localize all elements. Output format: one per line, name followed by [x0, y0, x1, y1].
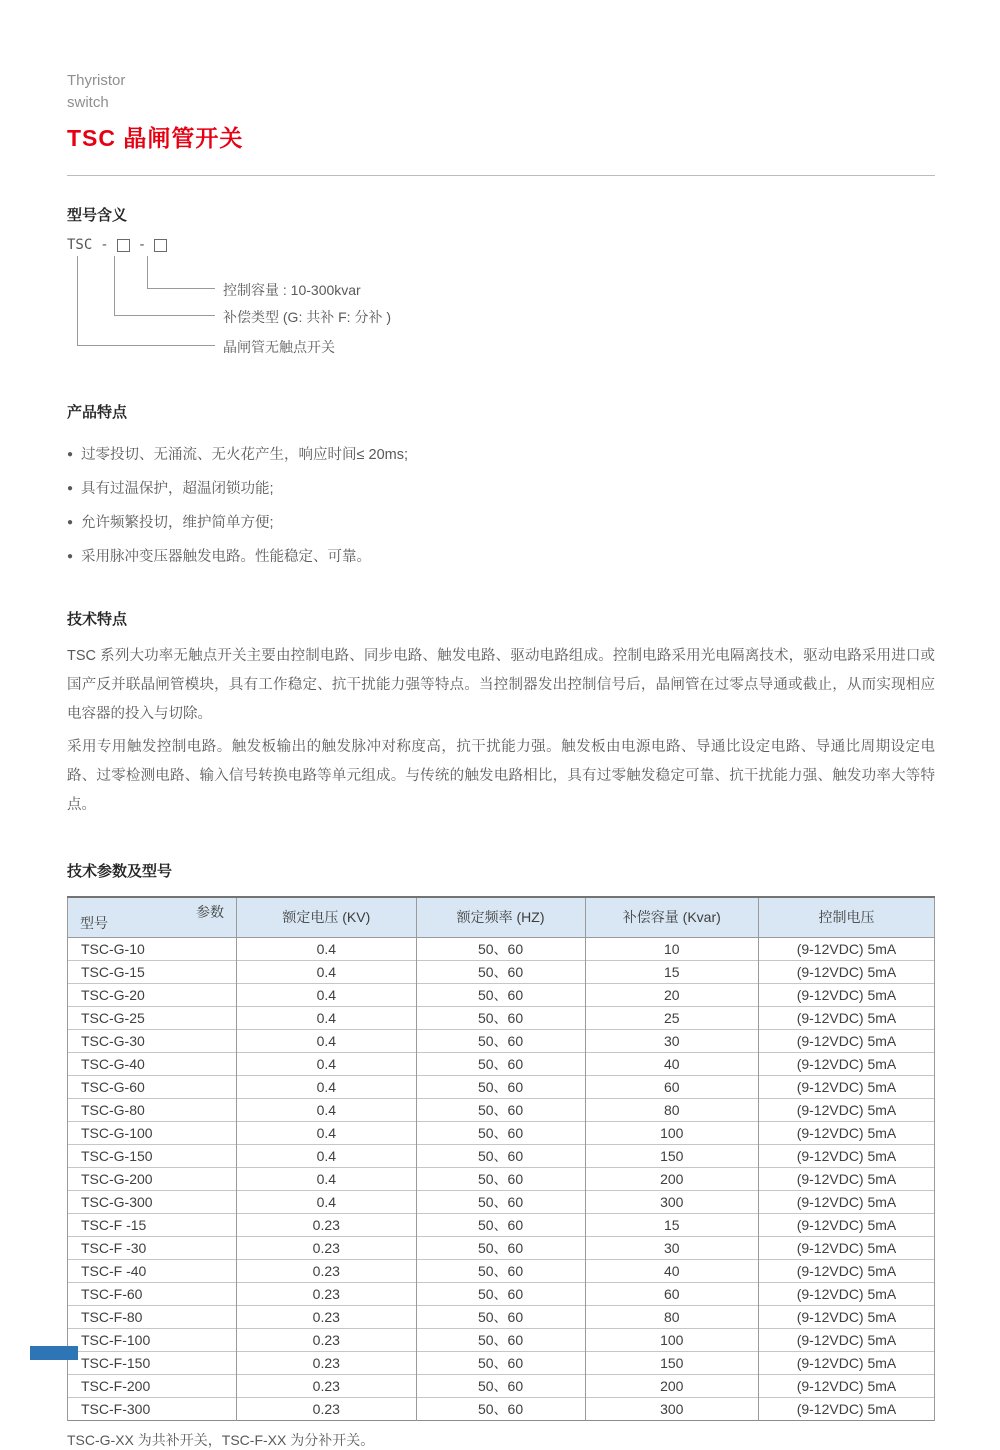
table-row	[68, 1190, 935, 1213]
diagram-label-type: 补偿类型 (G: 共补 F: 分补 )	[223, 309, 391, 325]
list-item	[67, 472, 935, 506]
table-cell: (9-12VDC) 5mA	[758, 1029, 934, 1052]
bullet-icon: ●	[67, 483, 74, 494]
table-cell: 60	[585, 1282, 758, 1305]
technical-paragraph-2: 采用专用触发控制电路。触发板输出的触发脉冲对称度高，抗干扰能力强。触发板由电源电路、导通比设定电路、导通比周期设定电路、过零检测电路、输入信号转换电路等单元组成。与传统的触发电路相比，具有过零触发稳定可靠、抗干扰能力强、触发功率大等特点。	[67, 739, 935, 813]
model-dash: -	[137, 237, 147, 253]
table-row	[68, 937, 935, 960]
connector-line-switch	[77, 256, 215, 346]
table-row	[68, 983, 935, 1006]
page-header	[67, 70, 935, 176]
table-cell: 40	[585, 1259, 758, 1282]
table-cell: TSC-F-60	[68, 1282, 237, 1305]
table-cell: TSC-G-300	[68, 1190, 237, 1213]
section-heading-parameters: 技术参数及型号	[67, 863, 173, 880]
table-cell: TSC-G-25	[68, 1006, 237, 1029]
table-cell: TSC-F-80	[68, 1305, 237, 1328]
table-cell: 10	[585, 937, 758, 960]
table-cell: TSC-F-100	[68, 1328, 237, 1351]
table-cell: TSC-F-300	[68, 1397, 237, 1420]
table-cell: (9-12VDC) 5mA	[758, 1259, 934, 1282]
table-row	[68, 1236, 935, 1259]
table-cell: TSC-G-30	[68, 1029, 237, 1052]
table-cell: (9-12VDC) 5mA	[758, 983, 934, 1006]
table-cell: 50、60	[416, 1167, 585, 1190]
table-cell: (9-12VDC) 5mA	[758, 1374, 934, 1397]
table-cell: 100	[585, 1328, 758, 1351]
table-cell: 0.23	[237, 1259, 416, 1282]
table-cell: TSC-F -30	[68, 1236, 237, 1259]
table-cell: (9-12VDC) 5mA	[758, 1236, 934, 1259]
table-cell: 15	[585, 1213, 758, 1236]
table-row	[68, 1397, 935, 1420]
table-cell: 20	[585, 983, 758, 1006]
table-row	[68, 1052, 935, 1075]
table-cell: TSC-G-20	[68, 983, 237, 1006]
table-cell: (9-12VDC) 5mA	[758, 1351, 934, 1374]
table-cell: 0.23	[237, 1351, 416, 1374]
column-header-compensation-capacity: 补偿容量 (Kvar)	[585, 897, 758, 937]
table-cell: (9-12VDC) 5mA	[758, 1144, 934, 1167]
table-cell: (9-12VDC) 5mA	[758, 1075, 934, 1098]
table-cell: 50、60	[416, 1098, 585, 1121]
bullet-icon: ●	[67, 449, 74, 460]
table-cell: 50、60	[416, 1075, 585, 1098]
parameters-table	[67, 896, 935, 1421]
table-cell: 50、60	[416, 937, 585, 960]
table-cell: (9-12VDC) 5mA	[758, 1397, 934, 1420]
section-heading-technical-features: 技术特点	[67, 611, 128, 628]
table-cell: 50、60	[416, 1259, 585, 1282]
table-cell: (9-12VDC) 5mA	[758, 937, 934, 960]
table-header-row	[68, 897, 935, 937]
table-cell: 80	[585, 1305, 758, 1328]
table-cell: 300	[585, 1190, 758, 1213]
table-row	[68, 1328, 935, 1351]
table-cell: 50、60	[416, 1236, 585, 1259]
table-cell: (9-12VDC) 5mA	[758, 1190, 934, 1213]
table-cell: (9-12VDC) 5mA	[758, 1328, 934, 1351]
model-prefix: TSC	[67, 237, 93, 253]
table-row	[68, 1213, 935, 1236]
table-row	[68, 1006, 935, 1029]
table-cell: 200	[585, 1374, 758, 1397]
corner-label-model: 型号	[80, 914, 108, 931]
table-row	[68, 1098, 935, 1121]
table-row	[68, 1075, 935, 1098]
table-cell: TSC-G-15	[68, 960, 237, 983]
table-cell: TSC-F-150	[68, 1351, 237, 1374]
table-cell: TSC-G-200	[68, 1167, 237, 1190]
table-cell: 50、60	[416, 1328, 585, 1351]
table-cell: 0.4	[237, 1052, 416, 1075]
table-footnote: TSC-G-XX 为共补开关，TSC-F-XX 为分补开关。	[67, 1431, 375, 1448]
table-cell: 0.4	[237, 983, 416, 1006]
table-cell: 50、60	[416, 983, 585, 1006]
bullet-icon: ●	[67, 517, 74, 528]
table-cell: (9-12VDC) 5mA	[758, 1121, 934, 1144]
table-cell: 0.23	[237, 1397, 416, 1420]
table-cell: 0.4	[237, 1098, 416, 1121]
table-cell: 50、60	[416, 1397, 585, 1420]
table-cell: 0.4	[237, 1006, 416, 1029]
table-row	[68, 1259, 935, 1282]
table-cell: 30	[585, 1029, 758, 1052]
table-row	[68, 1305, 935, 1328]
table-cell: 30	[585, 1236, 758, 1259]
table-cell: 50、60	[416, 1052, 585, 1075]
table-cell: 0.4	[237, 1075, 416, 1098]
table-row	[68, 1029, 935, 1052]
feature-text: 过零投切、无涌流、无火花产生，响应时间≤ 20ms;	[81, 447, 409, 463]
table-cell: (9-12VDC) 5mA	[758, 1052, 934, 1075]
table-row	[68, 1351, 935, 1374]
table-cell: 50、60	[416, 1121, 585, 1144]
table-cell: 0.4	[237, 1121, 416, 1144]
table-cell: 0.23	[237, 1328, 416, 1351]
page-title: TSC 晶闸管开关	[67, 125, 244, 151]
table-row	[68, 1144, 935, 1167]
table-cell: (9-12VDC) 5mA	[758, 1167, 934, 1190]
table-cell: 200	[585, 1167, 758, 1190]
column-header-control-voltage: 控制电压	[758, 897, 934, 937]
table-cell: 50、60	[416, 1144, 585, 1167]
table-row	[68, 1374, 935, 1397]
feature-text: 允许频繁投切，维护简单方便;	[81, 515, 274, 531]
table-cell: 50、60	[416, 960, 585, 983]
column-header-rated-voltage: 额定电压 (KV)	[237, 897, 416, 937]
product-subtitle-en-line2: switch	[67, 94, 109, 111]
table-cell: TSC-F -40	[68, 1259, 237, 1282]
table-cell: 50、60	[416, 1006, 585, 1029]
page-footer-bar	[30, 1346, 78, 1360]
table-cell: 0.4	[237, 1029, 416, 1052]
table-cell: 0.23	[237, 1282, 416, 1305]
table-row	[68, 1167, 935, 1190]
list-item	[67, 540, 935, 574]
section-heading-model-meaning: 型号含义	[67, 207, 128, 224]
table-cell: 0.23	[237, 1213, 416, 1236]
table-cell: 50、60	[416, 1029, 585, 1052]
table-cell: 0.4	[237, 1190, 416, 1213]
table-row	[68, 1121, 935, 1144]
table-cell: 0.23	[237, 1305, 416, 1328]
table-cell: 50、60	[416, 1351, 585, 1374]
product-feature-list	[67, 438, 935, 574]
table-cell: (9-12VDC) 5mA	[758, 1006, 934, 1029]
table-cell: 0.4	[237, 1167, 416, 1190]
list-item	[67, 506, 935, 540]
column-header-rated-frequency: 额定频率 (HZ)	[416, 897, 585, 937]
technical-paragraph-1: TSC 系列大功率无触点开关主要由控制电路、同步电路、触发电路、驱动电路组成。控制电路采用光电隔离技术，驱动电路采用进口或国产反并联晶闸管模块，具有工作稳定、抗干扰能力强等特点。当控制器发出控制信号后，晶闸管在过零点导通或截止，从而实现相应电容器的投入与切除。	[67, 648, 935, 722]
feature-text: 采用脉冲变压器触发电路。性能稳定、可靠。	[81, 549, 372, 565]
table-cell: 50、60	[416, 1213, 585, 1236]
table-cell: 50、60	[416, 1282, 585, 1305]
table-cell: 0.4	[237, 937, 416, 960]
table-cell: 50、60	[416, 1374, 585, 1397]
feature-text: 具有过温保护，超温闭锁功能;	[81, 481, 274, 497]
table-corner-cell	[68, 897, 237, 937]
table-cell: (9-12VDC) 5mA	[758, 1213, 934, 1236]
table-cell: 0.23	[237, 1374, 416, 1397]
model-placeholder-box-1	[117, 239, 130, 252]
diagram-label-switch: 晶闸管无触点开关	[223, 339, 335, 355]
table-cell: TSC-G-80	[68, 1098, 237, 1121]
table-cell: 150	[585, 1351, 758, 1374]
table-row	[68, 960, 935, 983]
table-cell: TSC-F-200	[68, 1374, 237, 1397]
table-cell: 150	[585, 1144, 758, 1167]
table-cell: TSC-G-150	[68, 1144, 237, 1167]
table-cell: TSC-G-40	[68, 1052, 237, 1075]
table-cell: 15	[585, 960, 758, 983]
table-cell: 80	[585, 1098, 758, 1121]
diagram-label-capacity: 控制容量 : 10-300kvar	[223, 282, 361, 298]
model-code-line	[67, 237, 167, 253]
table-cell: 60	[585, 1075, 758, 1098]
table-cell: 50、60	[416, 1305, 585, 1328]
table-cell: (9-12VDC) 5mA	[758, 1305, 934, 1328]
table-cell: TSC-F -15	[68, 1213, 237, 1236]
section-heading-product-features: 产品特点	[67, 404, 128, 421]
table-cell: 0.4	[237, 1144, 416, 1167]
corner-label-parameter: 参数	[196, 904, 225, 920]
table-row	[68, 1282, 935, 1305]
table-cell: (9-12VDC) 5mA	[758, 960, 934, 983]
model-meaning-diagram	[67, 237, 935, 369]
model-dash: -	[100, 237, 109, 253]
table-cell: 300	[585, 1397, 758, 1420]
table-cell: TSC-G-10	[68, 937, 237, 960]
table-cell: (9-12VDC) 5mA	[758, 1282, 934, 1305]
model-placeholder-box-2	[154, 239, 167, 252]
table-cell: 100	[585, 1121, 758, 1144]
table-cell: 0.23	[237, 1236, 416, 1259]
table-cell: 25	[585, 1006, 758, 1029]
params-table-body	[68, 937, 935, 1420]
list-item	[67, 438, 935, 472]
table-cell: (9-12VDC) 5mA	[758, 1098, 934, 1121]
bullet-icon: ●	[67, 551, 74, 562]
table-cell: 50、60	[416, 1190, 585, 1213]
table-cell: 0.4	[237, 960, 416, 983]
product-subtitle-en-line1: Thyristor	[67, 72, 126, 89]
table-cell: 40	[585, 1052, 758, 1075]
table-cell: TSC-G-100	[68, 1121, 237, 1144]
table-cell: TSC-G-60	[68, 1075, 237, 1098]
title-divider	[67, 175, 935, 176]
